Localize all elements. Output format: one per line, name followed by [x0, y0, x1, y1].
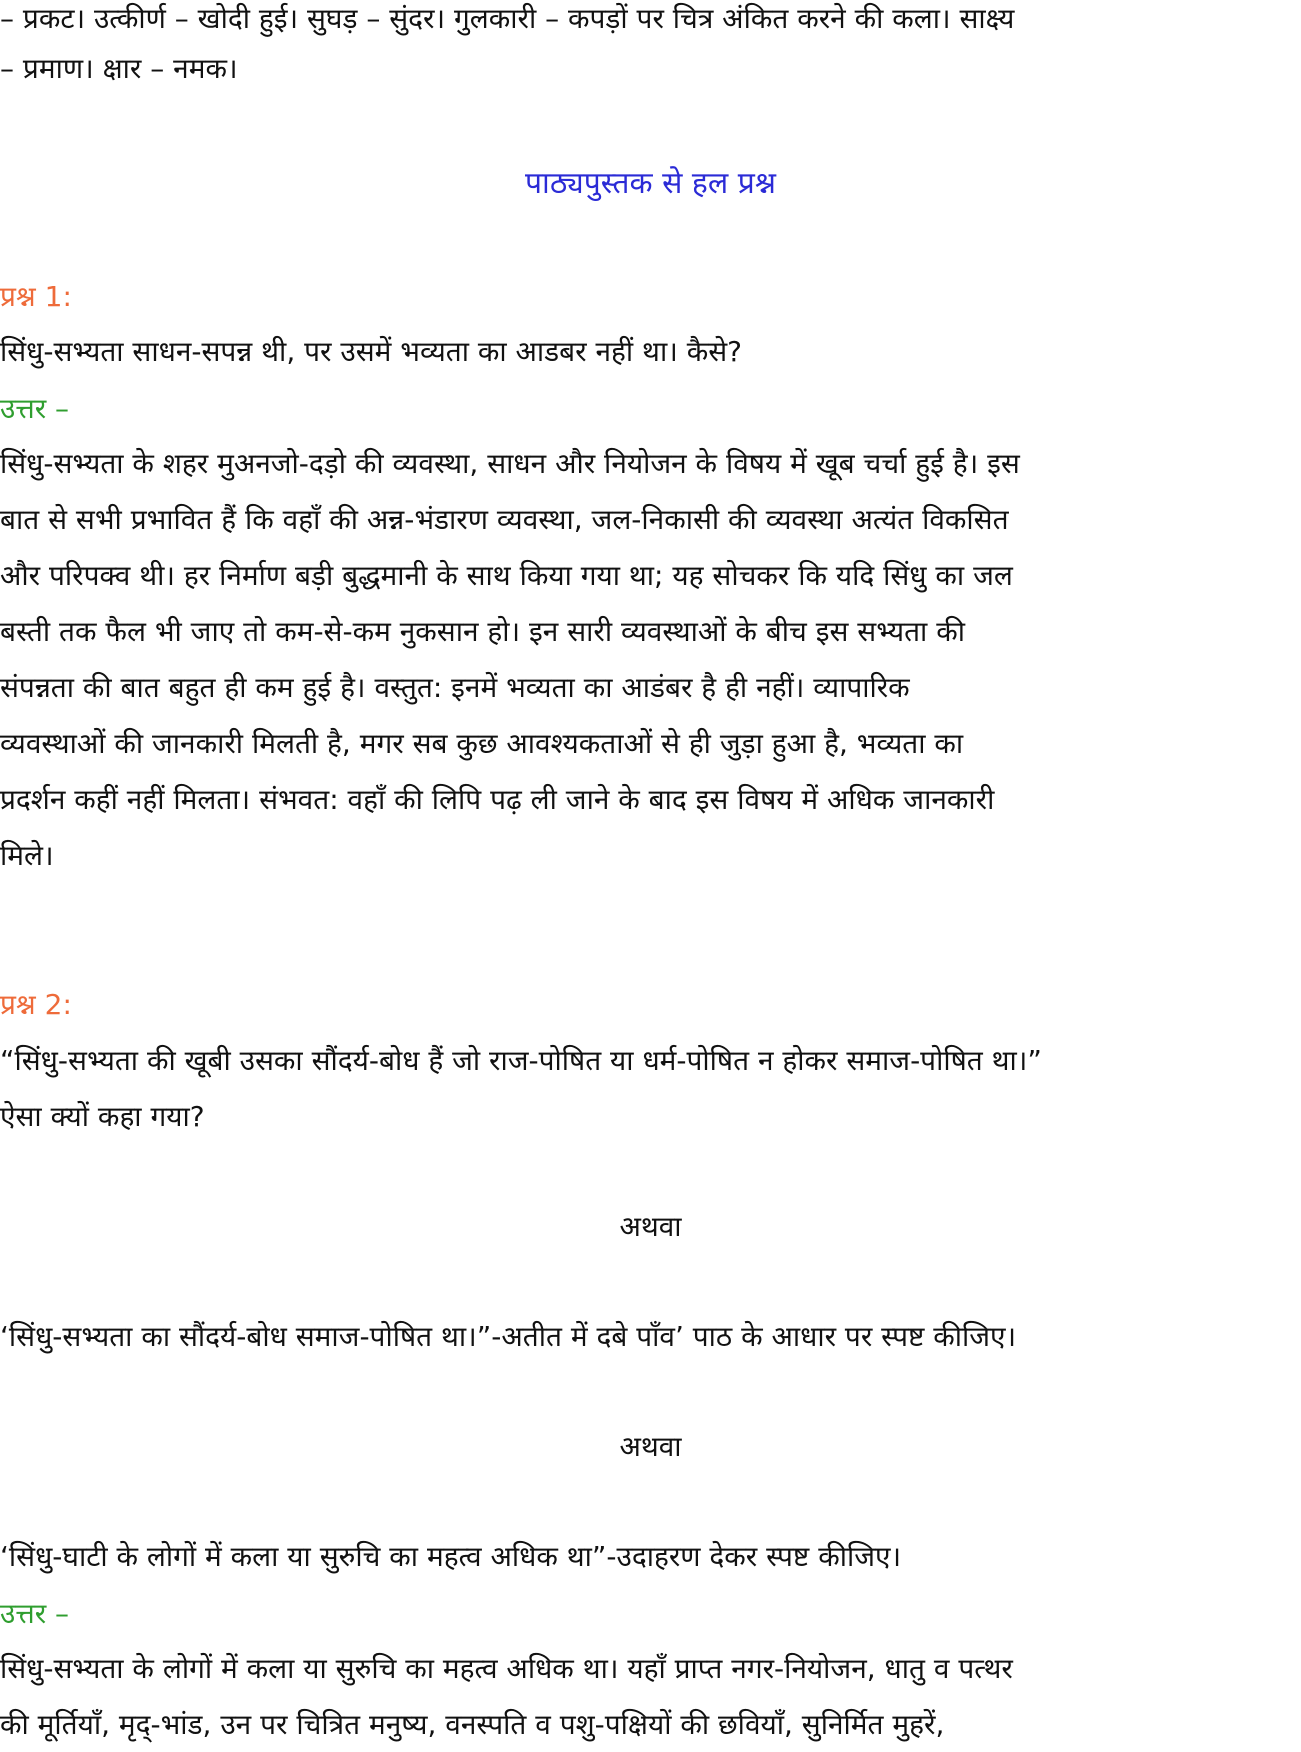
- answer-1-line: सिंधु-सभ्यता के शहर मुअनजो-दड़ो की व्यवस्था, साधन और नियोजन के विषय में खूब चर्चा हुई है। इस: [0, 447, 1020, 480]
- answer-1-line: संपन्नता की बात बहुत ही कम हुई है। वस्तुत: इनमें भव्यता का आडंबर है ही नहीं। व्यापारिक: [0, 671, 910, 704]
- glossary-line: – प्रमाण। क्षार – नमक।: [0, 52, 238, 85]
- answer-2-line: की मूर्तियाँ, मृद्-भांड, उन पर चित्रित मनुष्य, वनस्पति व पशु-पक्षियों की छवियाँ, सुनिर्मित मुहरें,: [0, 1708, 945, 1741]
- question-1-text: सिंधु-सभ्यता साधन-सपन्न थी, पर उसमें भव्यता का आडबर नहीं था। कैसे?: [0, 335, 743, 368]
- glossary-line: – प्रकट। उत्कीर्ण – खोदी हुई। सुघड़ – सुंदर। गुलकारी – कपड़ों पर चित्र अंकित करने की कला। साक्ष्य: [0, 2, 1015, 35]
- alternate-question: ‘सिंधु-घाटी के लोगों में कला या सुरुचि का महत्व अधिक था”-उदाहरण देकर स्पष्ट कीजिए।: [0, 1540, 902, 1573]
- answer-1-line: मिले।: [0, 839, 54, 872]
- question-2-text: “सिंधु-सभ्यता की खूबी उसका सौंदर्य-बोध हैं जो राज-पोषित या धर्म-पोषित न होकर समाज-पोषित था।”: [0, 1044, 1042, 1077]
- question-1-label: प्रश्न 1:: [0, 280, 72, 313]
- or-separator: अथवा: [619, 1210, 682, 1243]
- answer-1-line: प्रदर्शन कहीं नहीं मिलता। संभवत: वहाँ की लिपि पढ़ ली जाने के बाद इस विषय में अधिक जानकारी: [0, 783, 995, 816]
- answer-2-label: उत्तर –: [0, 1597, 70, 1630]
- answer-1-line: और परिपक्व थी। हर निर्माण बड़ी बुद्धमानी के साथ किया गया था; यह सोचकर कि यदि सिंधु का जल: [0, 559, 1013, 592]
- alternate-question: ‘सिंधु-सभ्यता का सौंदर्य-बोध समाज-पोषित था।”-अतीत में दबे पाँव’ पाठ के आधार पर स्पष्ट कीजिए।: [0, 1320, 1017, 1353]
- answer-1-line: व्यवस्थाओं की जानकारी मिलती है, मगर सब कुछ आवश्यकताओं से ही जुड़ा हुआ है, भव्यता का: [0, 727, 964, 760]
- section-heading: पाठ्यपुस्तक से हल प्रश्न: [525, 166, 776, 201]
- answer-1-line: बस्ती तक फैल भी जाए तो कम-से-कम नुकसान हो। इन सारी व्यवस्थाओं के बीच इस सभ्यता की: [0, 615, 965, 648]
- answer-2-line: सिंधु-सभ्यता के लोगों में कला या सुरुचि का महत्व अधिक था। यहाँ प्राप्त नगर-नियोजन, धातु व पत्थर: [0, 1652, 1013, 1685]
- or-separator: अथवा: [619, 1430, 682, 1463]
- answer-1-line: बात से सभी प्रभावित हैं कि वहाँ की अन्न-भंडारण व्यवस्था, जल-निकासी की व्यवस्था अत्यंत विकसित: [0, 503, 1009, 536]
- question-2-text: ऐसा क्यों कहा गया?: [0, 1100, 205, 1133]
- answer-1-label: उत्तर –: [0, 392, 70, 425]
- question-2-label: प्रश्न 2:: [0, 988, 72, 1021]
